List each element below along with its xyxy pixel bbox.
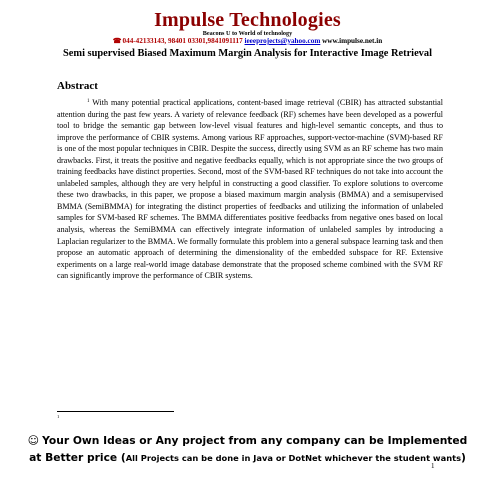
promo-note: All Projects can be done in Java or DotNet whichever the student wants [125,453,462,463]
footnote-reference: 1 [87,99,90,104]
email-link[interactable]: ieeeprojects@yahoo.com [244,37,321,45]
promo-line-1 [0,432,495,449]
abstract-paragraph [57,97,443,282]
promo-text-2-end: ) [461,451,466,464]
brand-tagline: Beacons U to World of technology [202,30,293,37]
abstract-heading: Abstract [57,80,98,92]
phone-icon: ☎ [112,37,122,45]
promo-text-1: Your Own Ideas or Any project from any company can be Implemented [42,434,468,447]
smiley-icon: ☺ [27,434,40,447]
abstract-text: With many potential practical applications, content-based image retrieval (CBIR) has attracted substantial attention during the past few years. A variety of relevance feedback (RF) schemes have been developed as a powerful tool to bridge the semantic gap between low-level visual features and high-level semantic concepts, and thus to improve the performance of CBIR systems. Among various RF approaches, support-vector-machine (SVM)-based RF is one of the most popular techniques in CBIR. Despite the success, directly using SVM as an RF scheme has two main drawbacks. First, it treats the positive and negative feedbacks equally, which is not appropriate since the two groups of training feedbacks have distinct properties. Second, most of the SVM-based RF techniques do not take into account the unlabeled samples, although they are very helpful in constructing a good classifier. To explore solutions to overcome these two drawbacks, in this paper, we propose a biased maximum margin analysis (BMMA) and a semisupervised BMMA (SemiBMMA) for integrating the distinct properties of feedbacks and utilizing the information of unlabeled samples for SVM-based RF schemes. The BMMA differentiates positive feedbacks from negative ones based on local analysis, whereas the SemiBMMA can effectively integrate information of unlabeled samples by introducing a Laplacian regularizer to the BMMA. We formally formulate this problem into a general subspace learning task and then propose an automatic approach of determining the dimensionality of the embedded subspace for RF. Extensive experiments on a large real-world image database demonstrate that the proposed scheme combined with the SVM RF can significantly improve the performance of CBIR systems. [57,98,443,281]
page-number: 1 [431,462,435,470]
footnote-marker: 1 [57,414,60,419]
promo-line-2 [0,449,495,467]
footnote-divider [57,411,174,412]
paper-title: Semi supervised Biased Maximum Margin Analysis for Interactive Image Retrieval [63,48,432,59]
contact-line [0,37,495,45]
phone-numbers: 044-42133143, 98401 03301,9841091117 [122,37,243,45]
promo-banner [0,432,495,467]
brand-name: Impulse Technologies [154,9,341,31]
promo-text-2: at Better price ( [29,451,126,464]
website-link[interactable]: www.impulse.net.in [322,37,383,45]
